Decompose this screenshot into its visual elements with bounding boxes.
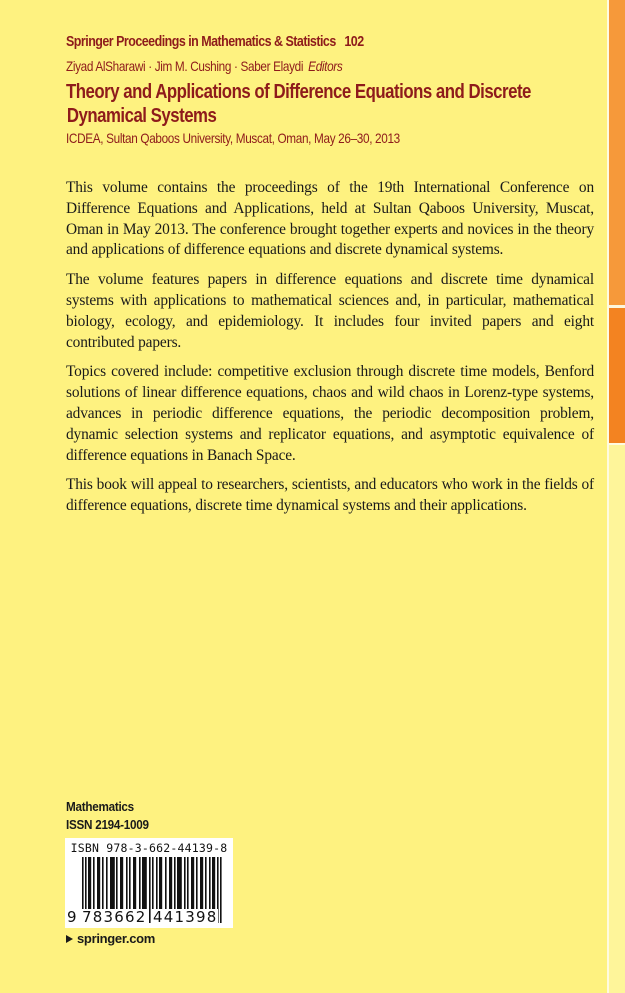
isbn-barcode (65, 838, 233, 928)
series-name: Springer Proceedings in Mathematics & Statistics (66, 34, 336, 50)
author-names: Ziyad AlSharawi · Jim M. Cushing · Saber Elaydi (66, 58, 304, 74)
subject-label: Mathematics (66, 799, 134, 814)
book-title (66, 80, 531, 128)
spine-stripe-bottom (609, 443, 625, 993)
series-volume: 102 (344, 34, 364, 50)
isbn-text: ISBN 978-3-662-44139-8 (70, 841, 228, 855)
conference-subtitle: ICDEA, Sultan Qaboos University, Muscat, Oman, May 26–30, 2013 (66, 130, 400, 146)
description (66, 178, 594, 526)
spine-stripe-top (609, 0, 625, 305)
publisher-website-text: springer.com (77, 931, 156, 946)
barcode-left-digits: 783662 (82, 908, 147, 926)
book-title-line-1: Theory and Applications of Difference Equations and Discrete (66, 80, 531, 103)
authors-line (66, 58, 342, 74)
spine-stripe-middle (609, 308, 625, 443)
description-paragraph-1: This volume contains the proceedings of the 19th International Conference on Difference Equations and Applications, held at Sultan Qaboos University, Muscat, Oman in May 2013. The conference brought together experts and novices in the theory and applications of difference equations and discrete dynamical systems. (66, 179, 594, 259)
triangle-right-arrow-icon (66, 935, 73, 943)
editors-label: Editors (308, 58, 343, 74)
barcode-right-digits: 441398 (153, 908, 218, 926)
issn-label: ISSN 2194-1009 (66, 817, 149, 832)
barcode-first-digit: 9 (67, 908, 77, 926)
description-paragraph-2: The volume features papers in difference equations and discrete time dynamical systems with applications to mathematical sciences and, in particular, mathematical biology, ecology, and epidemiology. It includes four invited papers and eight contributed papers. (66, 271, 594, 351)
publisher-website-link[interactable] (66, 931, 155, 946)
series-line (66, 34, 364, 50)
description-paragraph-3: Topics covered include: competitive exclusion through discrete time models, Benford solutions of linear difference equations, chaos and wild chaos in Lorenz-type systems, advances in periodic difference equations, the periodic decomposition problem, dynamic selection systems and replicator equations, and asymptotic equivalence of difference equations in Banach Space. (66, 363, 594, 464)
description-paragraph-4: This book will appeal to researchers, scientists, and educators who work in the fields of difference equations, discrete time dynamical systems and their applications. (66, 476, 594, 515)
book-title-line-2: Dynamical Systems (66, 104, 217, 127)
